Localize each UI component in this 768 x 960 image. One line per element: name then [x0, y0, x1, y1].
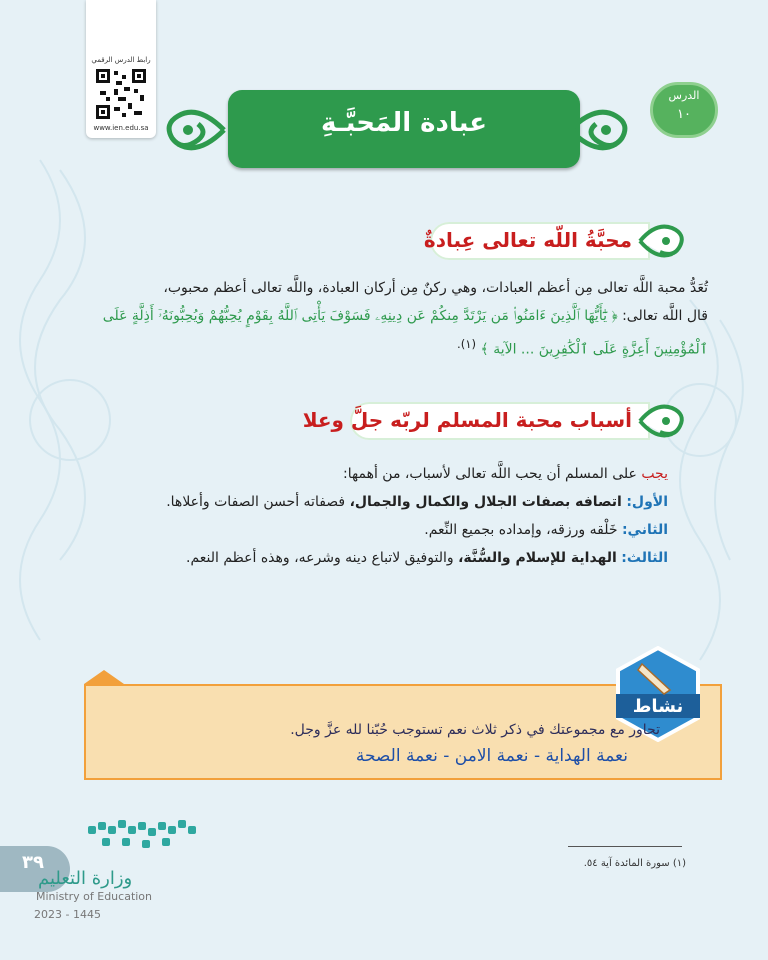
qr-card[interactable] — [86, 0, 156, 138]
footnote: (١) سورة المائدة آية ٥٤. — [583, 858, 686, 869]
quran-verse-line1: ﴿ يَٰٓأَيُّهَا ٱلَّذِينَ ءَامَنُوا۟ مَن يَرْتَدَّ مِنكُمْ عَن دِينِهِۦ فَسَوْفَ يَأْتِى ٱللَّهُ بِقَوْمٍ يُحِبُّهُمْ وَيُحِبُّونَهُۥٓ أَذِلَّةٍ عَلَى — [102, 308, 618, 324]
page-title: عبادة المَحبَّـةِ — [321, 108, 487, 138]
ministry-year: 2023 - 1445 — [34, 908, 101, 921]
section2-list — [88, 460, 668, 572]
lesson-number: ١٠ — [677, 107, 691, 122]
section2-heading-text: أسباب محبة المسلم لربّه جلَّ وعلا — [302, 408, 632, 432]
list-item: الثاني: خَلْقه ورزقه، وإمداده بجميع النِّعم. — [424, 522, 668, 538]
section1-heading — [420, 218, 690, 264]
right-ornament-icon — [566, 94, 636, 166]
intro-rest: على المسلم أن يحب اللَّه تعالى لأسباب، من أهمها: — [343, 466, 637, 482]
lesson-badge — [650, 82, 718, 138]
section2-intro — [88, 460, 668, 488]
section1-heading-text: محبَّةُ اللّه تعالى عِبادةٌ — [423, 228, 632, 252]
section1-paragraph — [78, 274, 708, 364]
heading-ornament-icon — [636, 398, 690, 444]
qr-url[interactable]: www.ien.edu.sa — [93, 124, 149, 132]
section1-quran-intro: قال اللَّه تعالى: — [622, 308, 708, 324]
ministry-name-arabic: وزارة التعليم — [38, 868, 133, 889]
list-item: الثالث: الهداية للإسلام والسُّنَّة، والتوفيق لاتباع دينه وشرعه، وهذه أعظم النعم. — [186, 550, 668, 566]
lesson-label: الدرس — [668, 89, 700, 102]
activity-answer[interactable]: نعمة الهداية - نعمة الامن - نعمة الصحة — [355, 746, 628, 766]
ministry-name-english: Ministry of Education — [36, 890, 153, 903]
activity-arrow-icon — [84, 670, 124, 700]
title-box — [228, 90, 580, 168]
title-banner — [158, 88, 636, 170]
intro-keyword: يجب — [641, 466, 668, 482]
page-number: ٣٩ — [22, 852, 44, 873]
qr-label: رابط الدرس الرقمي — [91, 56, 151, 64]
qr-code-icon[interactable] — [94, 67, 148, 121]
ministry-logo-icon — [88, 816, 200, 852]
quran-verse-line2: ٱلْمُؤْمِنِينَ أَعِزَّةٍ عَلَى ٱلْكَٰفِرِينَ ... الآية ﴾ — [480, 341, 708, 358]
activity-badge-label: نشاط — [632, 696, 684, 717]
footnote-divider — [568, 846, 682, 847]
section1-line1: تُعَدُّ محبة اللَّه تعالى مِن أعظم العبادات، وهي ركنٌ مِن أركان العبادة، واللَّه تعالى أعظم محبوب، — [163, 280, 708, 296]
list-item: الأول: اتصافه بصفات الجلال والكمال والجمال، فصفاته أحسن الصفات وأعلاها. — [166, 494, 668, 510]
heading-ornament-icon — [636, 218, 690, 264]
activity-question: تحاور مع مجموعتك في ذكر ثلاث نعم تستوجب حُبّنا لله عزَّ وجل. — [290, 722, 660, 738]
footnote-ref[interactable]: (١). — [457, 337, 477, 351]
left-ornament-icon — [158, 94, 228, 166]
section2-heading — [302, 398, 690, 444]
